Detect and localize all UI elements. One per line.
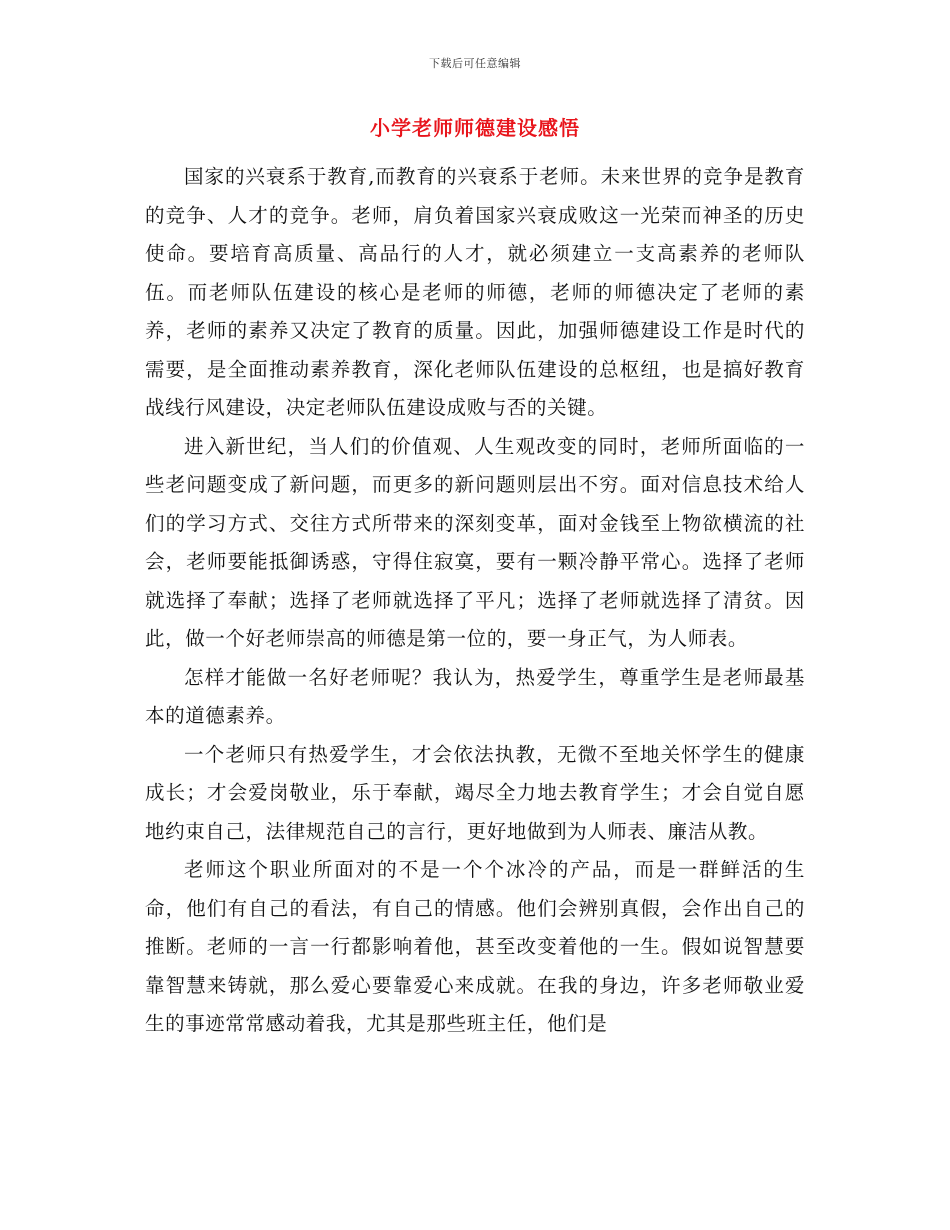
document-body [145, 158, 805, 1044]
document-title: 小学老师师德建设感悟 [370, 116, 580, 140]
paragraph-3: 怎样才能做一名好老师呢？我认为，热爱学生，尊重学生是老师最基本的道德素养。 [145, 665, 805, 727]
download-note: 下载后可任意编辑 [429, 57, 521, 70]
paragraph-4: 一个老师只有热爱学生，才会依法执教，无微不至地关怀学生的健康成长；才会爱岗敬业，乐于奉献，竭尽全力地去教育学生；才会自觉自愿地约束自己，法律规范自己的言行，更好地做到为人师表、廉洁从教。 [145, 742, 805, 843]
paragraph-1: 国家的兴衰系于教育,而教育的兴衰系于老师。未来世界的竞争是教育的竞争、人才的竞争。老师，肩负着国家兴衰成败这一光荣而神圣的历史使命。要培育高质量、高品行的人才，就必须建立一支高素养的老师队伍。而老师队伍建设的核心是老师的师德，老师的师德决定了老师的素养，老师的素养又决定了教育的质量。因此，加强师德建设工作是时代的需要，是全面推动素养教育，深化老师队伍建设的总枢纽，也是搞好教育战线行风建设，决定老师队伍建设成败与否的关键。 [145, 165, 805, 419]
paragraph-2: 进入新世纪，当人们的价值观、人生观改变的同时，老师所面临的一些老问题变成了新问题，而更多的新问题则层出不穷。面对信息技术给人们的学习方式、交往方式所带来的深刻变革，面对金钱至上物欲横流的社会，老师要能抵御诱惑，守得住寂寞，要有一颗冷静平常心。选择了老师就选择了奉献；选择了老师就选择了平凡；选择了老师就选择了清贫。因此，做一个好老师崇高的师德是第一位的，要一身正气，为人师表。 [145, 434, 805, 650]
paragraph-5: 老师这个职业所面对的不是一个个冰冷的产品，而是一群鲜活的生命，他们有自己的看法，有自己的情感。他们会辨别真假，会作出自己的推断。老师的一言一行都影响着他，甚至改变着他的一生。假如说智慧要靠智慧来铸就，那么爱心要靠爱心来成就。在我的身边，许多老师敬业爱生的事迹常常感动着我，尤其是那些班主任，他们是 [145, 858, 805, 1035]
